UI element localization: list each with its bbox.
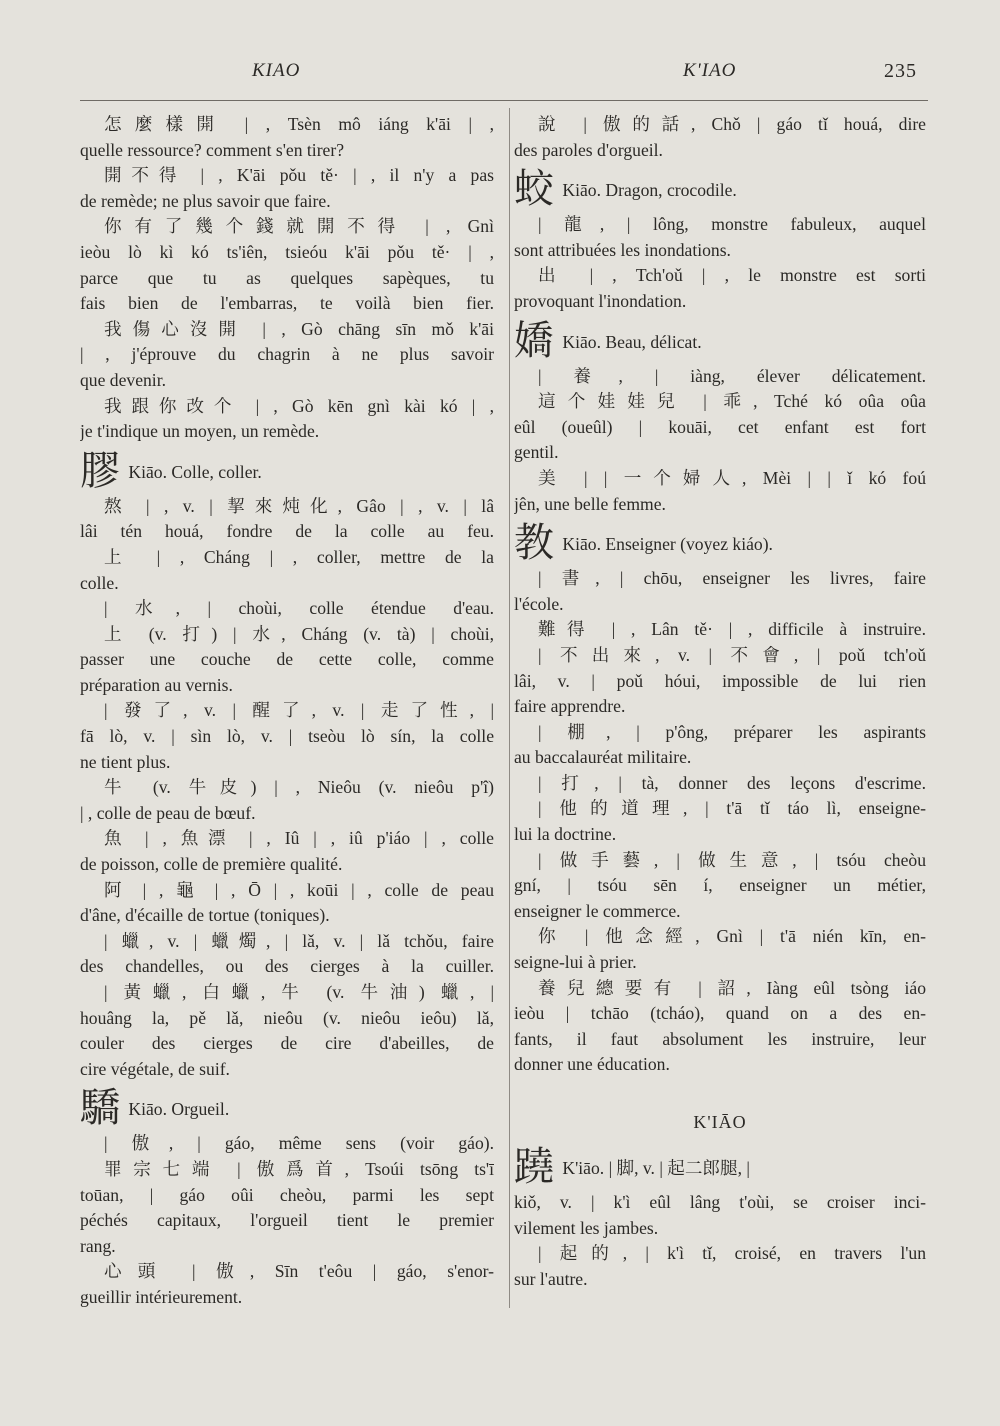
entry-line: seigne-lui à prier. [514, 952, 637, 973]
headword-character: 膠 [80, 447, 120, 494]
entry-line: gueillir intérieurement. [80, 1286, 243, 1307]
entry-line: provoquant l'inondation. [514, 290, 687, 311]
entry-line: ieòu lò kì kó ts'iên, tsieóu k'āi pǒu tě· | , [80, 241, 494, 262]
headword-character: 嬌 [514, 317, 554, 364]
entry-line: ieòu | tchāo (tcháo), quand on a des en- [514, 1003, 926, 1024]
entry-line: 魚 | , 魚漂 | , Iû | , iû p'iáo | , colle [104, 828, 494, 849]
entry-line: 這个娃娃兒 | 乖, Tché kó oûa oûa [538, 391, 926, 412]
entry-line: de poisson, colle de première qualité. [80, 854, 343, 875]
entry-line: que devenir. [80, 369, 166, 390]
entry-line: 開不得 | , K'āi pǒu tě· | , il n'y a pas [104, 165, 494, 186]
entry-line: kiǒ, v. | k'ì eûl lâng t'oùi, se croiser inci- [514, 1192, 926, 1212]
entry-line: gentil. [514, 442, 559, 463]
entry-line: donner une éducation. [514, 1054, 670, 1075]
entry-line: | 傲, | gáo, même sens (voir gáo). [104, 1133, 494, 1154]
entry-line: parce que tu as quelques sapèques, tu [80, 267, 494, 288]
entry-line: 牛 (v. 牛皮) | , Nieôu (v. nieôu p'î) [104, 777, 494, 798]
entry-line: des paroles d'orgueil. [514, 139, 663, 160]
entry-line: | 打, | tà, donner des leçons d'escrime. [538, 772, 926, 793]
entry-line: 怎麼樣開 | , Tsèn mô iáng k'āi | , [104, 114, 494, 134]
headword-entry: 膠 Kiāo. Colle, coller. [80, 447, 262, 494]
entry-line: 你 | 他念經, Gnì | t'ā nién kīn, en- [538, 926, 926, 947]
entry-line: rang. [80, 1235, 116, 1256]
entry-line: ne tient plus. [80, 751, 171, 772]
entry-line: sur l'autre. [514, 1268, 588, 1289]
headword-entry: 蹺 K'iāo. | 脚, v. | 起二郎腿, | [514, 1144, 750, 1190]
entry-line: 養兒總要有 | 詔, Iàng eûl tsòng iáo [538, 977, 926, 998]
header-rule [80, 100, 928, 101]
entry-line: lui la doctrine. [514, 824, 617, 845]
entry-line: 阿 | , 龜 | , Ō | , koūi | , colle de peau [104, 879, 494, 900]
entry-line: 上 | , Cháng | , coller, mettre de la [104, 546, 494, 567]
entry-line: | 起的, | k'ì tǐ, croisé, en travers l'un [538, 1243, 926, 1264]
column-divider [509, 108, 510, 1308]
entry-line: | 不出來, v. | 不會, | poǔ tch'oǔ [538, 644, 926, 665]
running-head-right: K'IAO [683, 60, 737, 81]
entry-line: couler des cierges de cire d'abeilles, de [80, 1033, 494, 1054]
entry-line: au baccalauréat militaire. [514, 747, 692, 768]
headword-entry: 驕 Kiāo. Orgueil. [80, 1085, 230, 1132]
headword-entry: 嬌 Kiāo. Beau, délicat. [514, 317, 702, 364]
entry-line: 出 | , Tch'oǔ | , le monstre est sorti [538, 265, 926, 286]
entry-line: des chandelles, ou des cierges à la cuiller. [80, 956, 494, 977]
entry-line: colle. [80, 572, 119, 593]
entry-line: jên, une belle femme. [514, 493, 666, 514]
entry-line: toūan, | gáo oûi cheòu, parmi les sept [80, 1184, 494, 1205]
entry-line: 難得 | , Lân tě· | , difficile à instruire. [538, 619, 926, 640]
entry-line: préparation au vernis. [80, 674, 233, 695]
headword-character: 蹺 [514, 1144, 554, 1190]
entry-line: | 棚, | p'ông, préparer les aspirants [538, 721, 926, 742]
entry-line: fants, il faut absolument les instruire, leur [514, 1028, 926, 1049]
entry-line: | 發了, v. | 醒了, v. | 走了性, | [104, 700, 494, 721]
entry-line: 心頭 | 傲, Sīn t'eôu | gáo, s'enor- [104, 1261, 494, 1282]
entry-line: | 水, | choùi, colle étendue d'eau. [104, 598, 494, 619]
headword-character: 蛟 [514, 166, 554, 213]
running-head-left: KIAO [252, 60, 301, 81]
entry-line: | 黃蠟, 白蠟, 牛 (v. 牛油) 蠟, | [104, 982, 494, 1002]
entry-line: | 蠟, v. | 蠟燭, | lǎ, v. | lǎ tchǒu, faire [104, 930, 494, 951]
headword-entry: 教 Kiāo. Enseigner (voyez kiáo). [514, 520, 773, 567]
section-heading: K'IĀO [693, 1112, 747, 1132]
entry-line: fā lò, v. | sìn lò, v. | tseòu lò sín, la colle [80, 726, 494, 747]
entry-line: d'âne, d'écaille de tortue (toniques). [80, 905, 330, 926]
entry-line: fais bien de l'embarras, te voilà bien fier. [80, 293, 494, 314]
entry-line: | 做手藝, | 做生意, | tsóu cheòu [538, 849, 926, 870]
entry-line: je t'indique un moyen, un remède. [80, 421, 320, 442]
entry-line: faire apprendre. [514, 696, 626, 717]
entry-line: 上 (v. 打) | 水, Cháng (v. tà) | choùi, [104, 623, 494, 644]
entry-line: gní, | tsóu sēn í, enseigner un métier, [514, 875, 926, 896]
section-gap [514, 1078, 926, 1092]
entry-line: passer une couche de cette colle, comme [80, 649, 494, 670]
entry-line: | , colle de peau de bœuf. [80, 802, 256, 823]
entry-line: quelle ressource? comment s'en tirer? [80, 139, 345, 160]
right-column [514, 112, 926, 1292]
page-number: 235 [884, 60, 917, 82]
entry-line: 你有了幾个錢就開不得 | , Gnì [104, 216, 494, 237]
entry-line: 我傷心沒開 | , Gò chāng sīn mǒ k'āi [104, 318, 494, 339]
entry-line: 說 | 傲的話, Chǒ | gáo tǐ houá, dire [538, 114, 926, 134]
left-column [80, 112, 494, 1311]
entry-line: sont attribuées les inondations. [514, 239, 731, 260]
entry-line: | 他的道理, | t'ā tǐ táo lì, enseigne- [538, 798, 926, 819]
entry-line: 我跟你改个 | , Gò kēn gnì kài kó | , [104, 395, 494, 416]
entry-line: enseigner le commerce. [514, 900, 681, 921]
entry-line: lâi tén houá, fondre de la colle au feu. [80, 521, 494, 542]
entry-line: | , j'éprouve du chagrin à ne plus savoir [80, 344, 494, 365]
entry-line: péchés capitaux, l'orgueil tient le premier [80, 1210, 494, 1231]
headword-character: 驕 [80, 1085, 120, 1132]
entry-line: houâng la, pě lǎ, nieôu (v. nieôu ieôu) lǎ, [80, 1007, 494, 1028]
entry-line: de remède; ne plus savoir que faire. [80, 190, 331, 211]
entry-line: eûl (oueûl) | kouāi, cet enfant est fort [514, 416, 926, 437]
entry-line: | 養, | iàng, élever délicatement. [538, 365, 926, 386]
entry-line: l'école. [514, 593, 564, 614]
entry-line: | 龍, | lông, monstre fabuleux, auquel [538, 214, 926, 235]
entry-line: 美 | | 一个婦人, Mèi | | ǐ kó foú [538, 467, 926, 488]
entry-line: vilement les jambes. [514, 1217, 659, 1238]
entry-line: 熬 | , v. | 挈來炖化, Gâo | , v. | lâ [104, 495, 494, 516]
headword-character: 教 [514, 520, 554, 567]
entry-line: lâi, v. | poǔ hóui, impossible de lui rien [514, 670, 926, 691]
headword-entry: 蛟 Kiāo. Dragon, crocodile. [514, 166, 737, 213]
entry-line: 罪宗七端 | 傲爲首, Tsoúi tsōng ts'ī [104, 1158, 494, 1179]
entry-line: | 書, | chōu, enseigner les livres, faire [538, 568, 926, 589]
entry-line: cire végétale, de suif. [80, 1058, 230, 1079]
